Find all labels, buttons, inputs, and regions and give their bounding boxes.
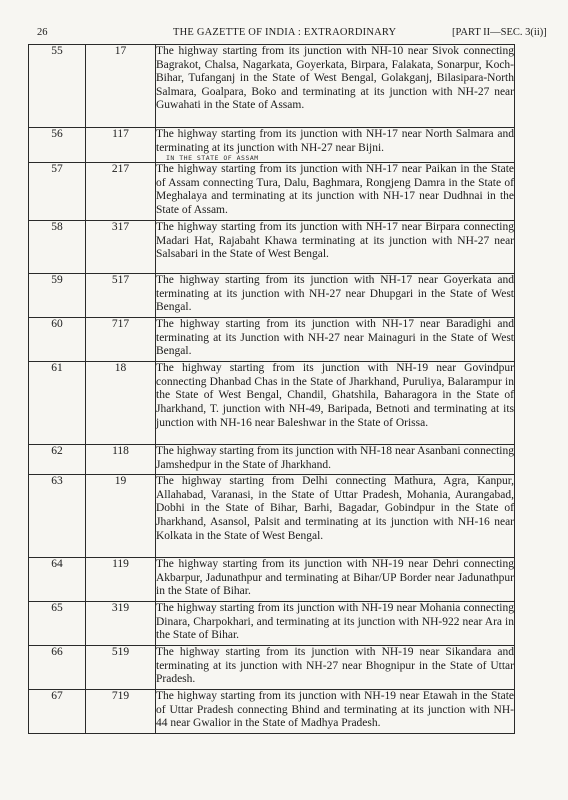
highway-number: 117 xyxy=(86,128,156,163)
table-row xyxy=(29,362,515,445)
serial-number: 61 xyxy=(29,362,86,445)
highway-number: 317 xyxy=(86,221,156,274)
table-row xyxy=(29,445,515,475)
part-section: [PART II—SEC. 3(ii)] xyxy=(452,27,547,38)
highway-description: The highway starting from its junction with NH-19 near Mohania connecting Dinara, Charpokhari, and terminating at its junction with NH-922 near Ara in the State of Bihar. xyxy=(156,602,515,646)
highway-description: The highway starting from its junction with NH-17 near Baradighi and terminating at its Junction with NH-27 near Mainaguri in the State of West Bengal. xyxy=(156,318,515,362)
serial-number: 55 xyxy=(29,45,86,128)
highway-number: 517 xyxy=(86,274,156,318)
highway-description: The highway starting from its junction with NH-19 near Etawah in the State of Uttar Pradesh connecting Bhind and terminating at its junction with NH-44 near Gwalior in the State of Madhya Pradesh. xyxy=(156,690,515,734)
table-row xyxy=(29,274,515,318)
highway-description: The highway starting from its junction with NH-19 near Sikandara and terminating at its junction with NH-27 near Bhognipur in the State of Uttar Pradesh. xyxy=(156,646,515,690)
highway-description: The highway starting from its junction with NH-19 near Govindpur connecting Dhanbad Chas in the State of Jharkhand, Puruliya, Balarampur in the State of West Bengal, Chandil, Ghatshila, Baharagora in the State of Jharkhand, T. junction with NH-49, Baripada, Betnoti and terminating at its junction with NH-16 near Baleshwar in the State of Orissa. xyxy=(156,362,515,445)
highway-description: The highway starting from its junction with NH-18 near Asanbani connecting Jamshedpur in the State of Jharkhand. xyxy=(156,445,515,475)
highway-number: 319 xyxy=(86,602,156,646)
highway-number: 17 xyxy=(86,45,156,128)
gazette-title: THE GAZETTE OF INDIA : EXTRAORDINARY xyxy=(173,27,397,38)
serial-number: 67 xyxy=(29,690,86,734)
table-row xyxy=(29,690,515,734)
table-row xyxy=(29,558,515,602)
highway-number: 19 xyxy=(86,475,156,558)
serial-number: 63 xyxy=(29,475,86,558)
serial-number: 60 xyxy=(29,318,86,362)
highway-description: The highway starting from its junction with NH-17 near Goyerkata and terminating at its junction with NH-27 near Dhupgari in the State of West Bengal. xyxy=(156,274,515,318)
highway-description: The highway starting from its junction with NH-10 near Sivok connecting Bagrakot, Chalsa, Nagarkata, Goyerkata, Birpara, Falakata, Sonarpur, Koch-Bihar, Tufanganj in the State of West Bengal, Golakganj, Bilasipara-North Salmara, Goalpara, Boko and terminating at its junction with NH-27 near Guwahati in the State of Assam. xyxy=(156,45,515,128)
serial-number: 58 xyxy=(29,221,86,274)
table-row xyxy=(29,128,515,163)
table-row xyxy=(29,475,515,558)
table-row xyxy=(29,318,515,362)
highway-number: 18 xyxy=(86,362,156,445)
page-number: 26 xyxy=(37,27,48,38)
page-header xyxy=(0,27,568,41)
highway-number: 118 xyxy=(86,445,156,475)
table-row xyxy=(29,221,515,274)
handwritten-insertion: IN THE STATE OF ASSAM xyxy=(166,154,259,163)
highway-number: 119 xyxy=(86,558,156,602)
serial-number: 62 xyxy=(29,445,86,475)
table-row xyxy=(29,646,515,690)
table-row xyxy=(29,163,515,221)
highway-number: 717 xyxy=(86,318,156,362)
serial-number: 66 xyxy=(29,646,86,690)
highway-number: 519 xyxy=(86,646,156,690)
highway-description: The highway starting from its junction with NH-19 near Dehri connecting Akbarpur, Jadunathpur and terminating at Bihar/UP Border near Jadunathpur in the State of Bihar. xyxy=(156,558,515,602)
highway-description: The highway starting from its junction with NH-17 near Paikan in the State of Assam connecting Tura, Dalu, Baghmara, Rongjeng Damra in the State of Meghalaya and terminating at its junction with NH-17 near Dudhnai in the State of Assam. xyxy=(156,163,515,221)
serial-number: 59 xyxy=(29,274,86,318)
highway-description: The highway starting from its junction with NH-17 near North Salmara and terminating at its junction with NH-27 near Bijni. xyxy=(156,128,514,154)
table-row xyxy=(29,45,515,128)
serial-number: 65 xyxy=(29,602,86,646)
serial-number: 56 xyxy=(29,128,86,163)
table-row xyxy=(29,602,515,646)
highway-description: The highway starting from its junction with NH-17 near Birpara connecting Madari Hat, Rajabaht Khawa terminating at its junction with NH-27 near Salsabari in the State of West Bengal. xyxy=(156,221,515,274)
highway-description-cell xyxy=(156,128,515,163)
highway-number: 217 xyxy=(86,163,156,221)
serial-number: 57 xyxy=(29,163,86,221)
serial-number: 64 xyxy=(29,558,86,602)
highway-description: The highway starting from Delhi connecting Mathura, Agra, Kanpur, Allahabad, Varanasi, in the State of Uttar Pradesh, Mohania, Aurangabad, Dobhi in the State of Bihar, Barhi, Bagadar, Gobindpur in the State of Jharkhand, Asansol, Palsit and terminating at its junction with NH-16 near Kolkata in the State of West Bengal. xyxy=(156,475,515,558)
highway-number: 719 xyxy=(86,690,156,734)
highway-table xyxy=(28,44,515,734)
